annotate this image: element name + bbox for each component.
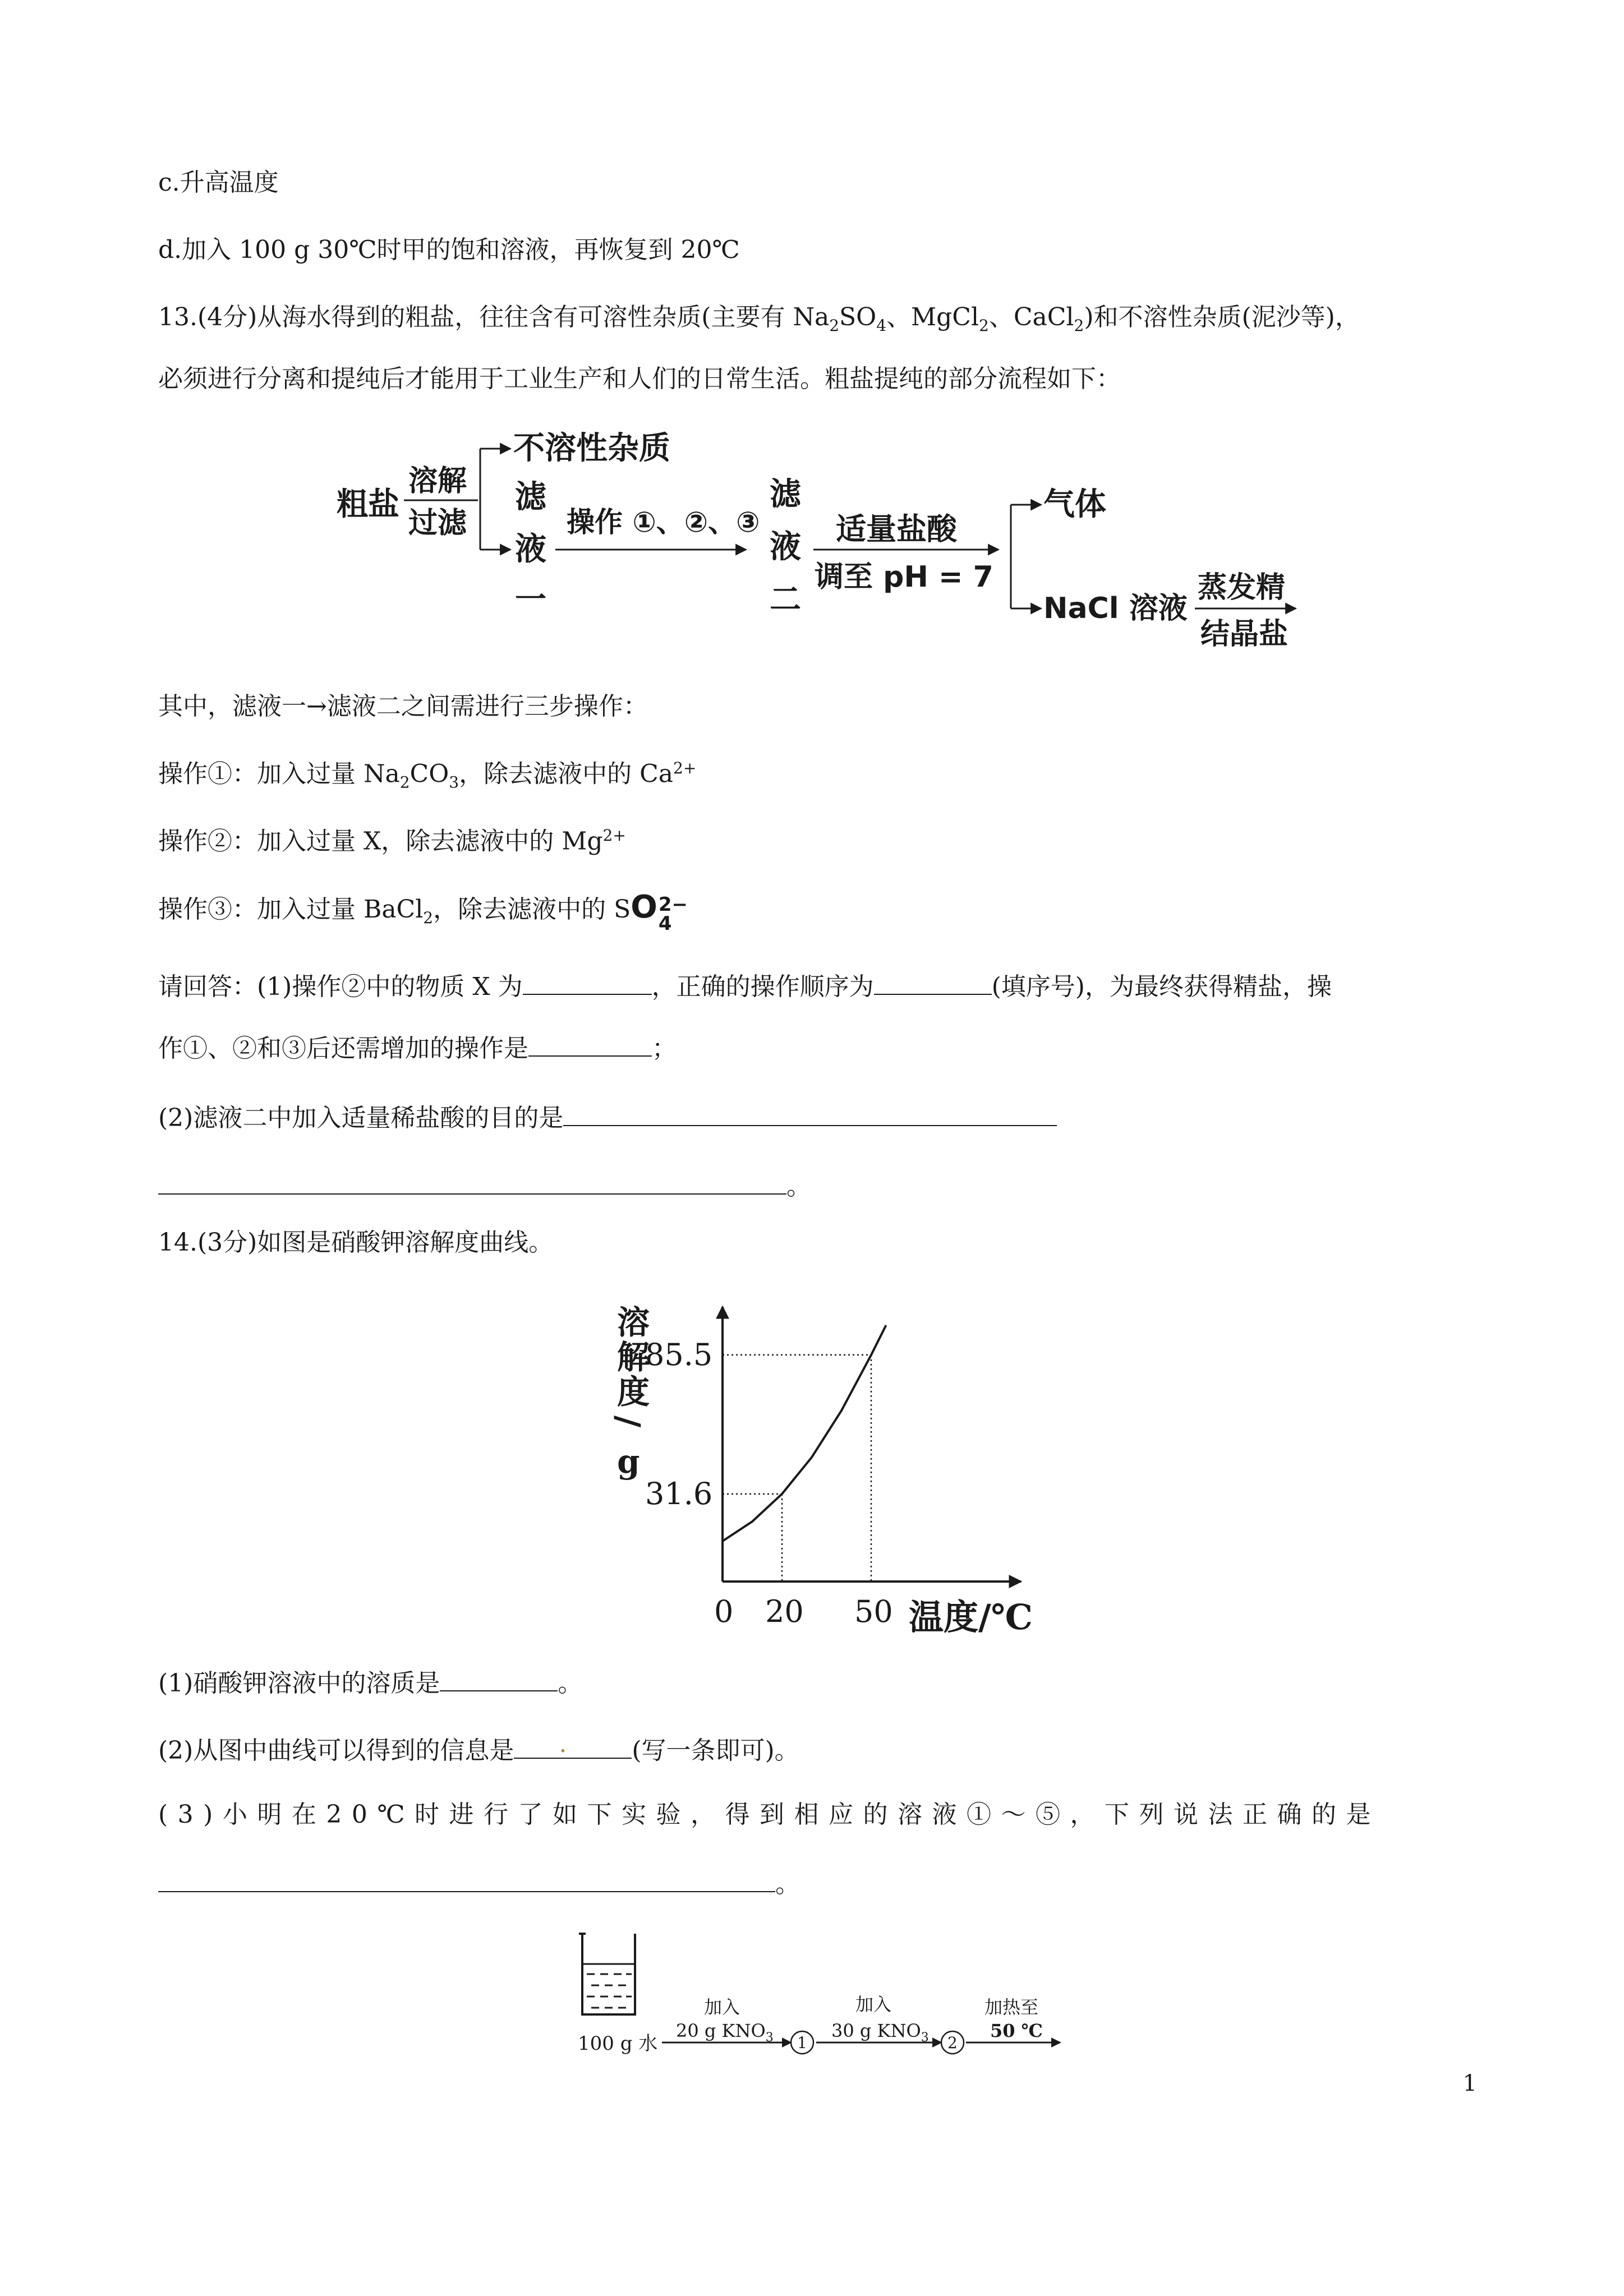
- blank-solute[interactable]: [440, 1665, 558, 1691]
- nacl-solution-label: NaCl 溶液: [1043, 592, 1188, 625]
- evaporate-label: 蒸发精: [1198, 571, 1286, 605]
- salt-purification-flow: [331, 415, 1341, 662]
- y-tick-label: 85.5: [645, 1336, 713, 1372]
- filtrate-two-3: 二: [770, 582, 801, 618]
- solubility-chart: [595, 1290, 1055, 1649]
- q14-part-1: (1)硝酸钾溶液中的溶质是 。: [158, 1665, 582, 1700]
- water-label: 100 g 水: [578, 2032, 658, 2055]
- q13-answer-1-line1: 请回答：(1)操作②中的物质 X 为 ，正确的操作顺序为 (填序号)，为最终获得精盐，操: [158, 968, 1332, 1004]
- x-ticks: [714, 1594, 893, 1629]
- filtrate-one-1: 滤: [515, 479, 546, 515]
- filtrate-one-3: 一: [515, 582, 546, 618]
- q13-stem-line2: 必须进行分离和提纯后才能用于工业生产和人们的日常生活。粗盐提纯的部分流程如下：: [158, 365, 1121, 393]
- y-tick-label: 31.6: [645, 1476, 713, 1511]
- y-axis-label: [609, 1303, 650, 1481]
- q13-operation-1: 操作①：加入过量 $Na_2CO_3$，除去滤液中的 $Ca^{2+}$: [158, 759, 697, 792]
- y-label-char: 度: [617, 1373, 650, 1411]
- hydrochloric-acid-label: 适量盐酸: [836, 511, 957, 547]
- insoluble-impurity-label: 不溶性杂质: [513, 430, 670, 467]
- guide-lines: [723, 1355, 871, 1582]
- kno3-20-label: 20 g $KNO_3$: [676, 2020, 774, 2045]
- heat-to-label: 加热至: [984, 1997, 1039, 2018]
- q12-option-d: d.加入 100 g 30℃时甲的饱和溶液，再恢复到 20℃: [158, 236, 740, 264]
- add-label-1: 加入: [704, 1997, 740, 2018]
- blank-x[interactable]: [523, 968, 652, 995]
- operations-label: 操作 ①、②、③: [567, 506, 760, 538]
- beaker-icon: [579, 1934, 635, 2014]
- y-label-char: 解: [617, 1338, 650, 1376]
- temp-50-label: 50 ℃: [990, 2020, 1043, 2041]
- x-axis-label: 温度/℃: [909, 1597, 1033, 1638]
- crude-salt-label: 粗盐: [337, 486, 399, 523]
- q14-part-3-answer: 。: [158, 1865, 800, 1901]
- gas-label: 气体: [1043, 486, 1106, 523]
- blank-info[interactable]: .: [514, 1732, 632, 1759]
- solution-1-label: 1: [797, 2034, 807, 2052]
- add-label-2: 加入: [855, 1994, 892, 2015]
- solubility-curve: [723, 1325, 886, 1541]
- sulfate-o: O: [631, 889, 657, 925]
- q14-title: 14.(3分)如图是硝酸钾溶解度曲线。: [158, 1228, 554, 1257]
- q13-stem-line1: 13.(4分)从海水得到的粗盐，往往含有可溶性杂质(主要有 $Na_2SO_4$、MgCl$_2$、CaCl$_2$)和不溶性杂质(泥沙等)，: [158, 303, 1360, 335]
- filter-label: 过滤: [408, 506, 467, 540]
- q13-note: 其中，滤液一→滤液二之间需进行三步操作：: [158, 692, 648, 721]
- crystallize-label: 结晶盐: [1200, 617, 1289, 651]
- filtrate-two-1: 滤: [770, 476, 801, 513]
- q13-answer-2-line1: (2)滤液二中加入适量稀盐酸的目的是: [158, 1099, 1057, 1135]
- blank-purpose[interactable]: [563, 1099, 1057, 1126]
- ph-label: 调至 pH = 7: [815, 560, 993, 594]
- q13-answer-1-line2: 作①、②和③后还需增加的操作是 ；: [158, 1030, 677, 1066]
- q12-option-c: c.升高温度: [158, 168, 279, 197]
- q13-answer-2-line2: 。: [158, 1168, 811, 1204]
- blank-correct-statement[interactable]: [158, 1865, 775, 1892]
- y-label-char: 溶: [617, 1303, 650, 1341]
- x-tick-label: 20: [765, 1594, 804, 1629]
- blank-order[interactable]: [874, 968, 992, 995]
- x-tick-label: 50: [854, 1594, 893, 1629]
- filtrate-one-2: 液: [515, 531, 546, 568]
- x-tick-label: 0: [714, 1594, 734, 1629]
- y-label-char: g: [617, 1442, 640, 1481]
- q14-part-2: (2)从图中曲线可以得到的信息是 . (写一条即可)。: [158, 1730, 799, 1765]
- dissolve-label: 溶解: [408, 464, 467, 498]
- q13-operation-3: 操作③：加入过量 BaCl$_2$，除去滤液中的 SO 2− 4: [158, 889, 688, 935]
- kno3-experiment: [567, 1929, 1071, 2075]
- filtrate-two-2: 液: [770, 529, 801, 565]
- q13-operation-2: 操作②：加入过量 X，除去滤液中的 $Mg^{2+}$: [158, 826, 626, 856]
- kno3-30-label: 30 g $KNO_3$: [831, 2020, 929, 2045]
- blank-purpose-2[interactable]: [158, 1168, 786, 1195]
- solution-2-label: 2: [947, 2034, 958, 2052]
- q14-part-3: (3)小明在20℃时进行了如下实验，得到相应的溶液①～⑤，下列说法正确的是: [158, 1800, 1381, 1829]
- page-number: 1: [1462, 2071, 1477, 2096]
- blank-extra-op[interactable]: [528, 1030, 652, 1057]
- y-label-char: /: [609, 1416, 647, 1428]
- y-ticks: [645, 1337, 712, 1511]
